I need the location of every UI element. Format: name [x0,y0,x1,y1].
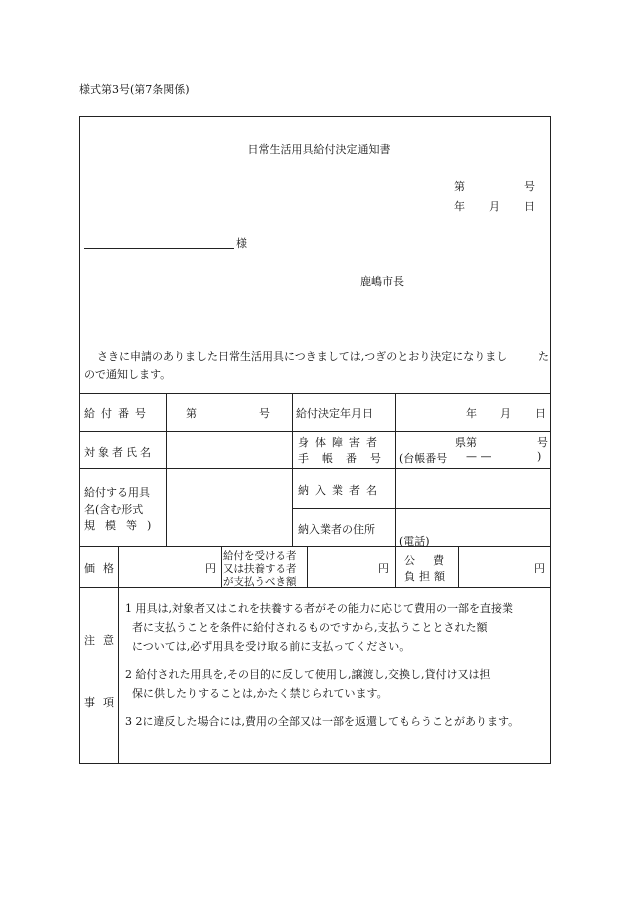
notes-col [118,587,119,764]
label-kyufu-bango: 給付番号 [84,407,152,420]
table-top-border [79,393,551,394]
notes-label-top: 注意 [84,634,122,647]
ken-gou: 号 [537,436,548,449]
body-line-1: さきに申請のありました日常生活用具につきましては,つぎのとおり決定になりまし [97,350,508,363]
daicho-label: (台帳番号 [399,452,448,465]
label-futan-1: 給付を受ける者 [223,550,297,562]
label-yogu-2: 名(含む形式 [84,503,144,516]
label-shintai-2: 手帳番号 [298,452,394,465]
futan-en: 円 [378,562,389,575]
row-divider-3 [79,546,551,547]
note-1-line-1: 1 用具は,対象者又はこれを扶養する者がその能力に応じて費用の一部を直接業 [125,602,513,615]
kettei-hi: 日 [535,407,546,420]
form-label: 様式第3号(第7条関係) [79,83,190,96]
daicho-dash: — — [466,450,492,463]
label-kakaku: 価格 [84,562,122,575]
header-gou: 号 [524,180,535,193]
body-line-2: ので通知します。 [84,368,172,381]
label-taishosha: 対象者氏名 [84,446,154,459]
label-futan-2: 又は扶養する者 [223,563,297,575]
header-nen: 年 [454,200,465,213]
kettei-tsuki: 月 [500,407,511,420]
price-col-4 [395,546,396,587]
note-2-line-2: 保に供したりすることは,かたく禁じられています。 [132,687,388,700]
header-tsuki: 月 [489,200,500,213]
label-futan-3: が支払うべき額 [223,576,297,588]
label-yogu-1: 給付する用具 [84,486,150,499]
document-title: 日常生活用具給付決定通知書 [247,143,391,156]
col-divider-c [395,393,396,546]
daicho-close: ) [537,450,542,463]
recipient-suffix: 様 [236,237,247,250]
label-kohi-2: 負担額 [404,570,449,583]
row-divider-1 [79,431,551,432]
price-col-2 [221,546,222,587]
label-kettei-date: 給付決定年月日 [296,407,373,420]
note-2-line-1: 2 給付された用具を,その目的に反して使用し,譲渡し,交換し,貸付け又は担 [125,668,491,681]
price-col-3 [307,546,308,587]
note-1-line-3: については,必ず用具を受け取る前に支払ってください。 [132,640,411,653]
header-hi: 日 [524,200,535,213]
col-divider-a [166,393,167,546]
notes-label-bottom: 事項 [84,696,122,709]
recipient-name-line [84,248,234,249]
body-line-2-prefix: た [538,350,549,363]
note-1-line-2: 者に支払うことを条件に給付されるものですから,支払うこととされた額 [132,621,488,634]
header-dai: 第 [454,180,465,193]
label-gyosha-addr: 納入業者の住所 [298,523,375,536]
row-divider-2b [292,508,551,509]
kohi-en: 円 [534,562,545,575]
row-divider-2 [79,468,551,469]
col-divider-b [292,393,293,546]
label-shintai-1: 身体障害者 [298,436,383,449]
row-divider-4 [79,587,551,588]
kyufu-gou: 号 [259,407,270,420]
kettei-nen: 年 [466,407,477,420]
label-yogu-3: 規模等) [84,519,162,532]
ken-dai: 県第 [455,436,477,449]
denwa: (電話) [399,535,430,548]
label-gyosha: 納入業者名 [298,484,383,497]
note-3-line-1: 3 2に違反した場合には,費用の全部又は一部を返還してもらうことがあります。 [125,715,520,728]
issuer: 鹿嶋市長 [360,275,404,288]
kakaku-en: 円 [205,562,216,575]
kyufu-dai: 第 [186,407,197,420]
label-kohi-1: 公費 [404,554,462,567]
